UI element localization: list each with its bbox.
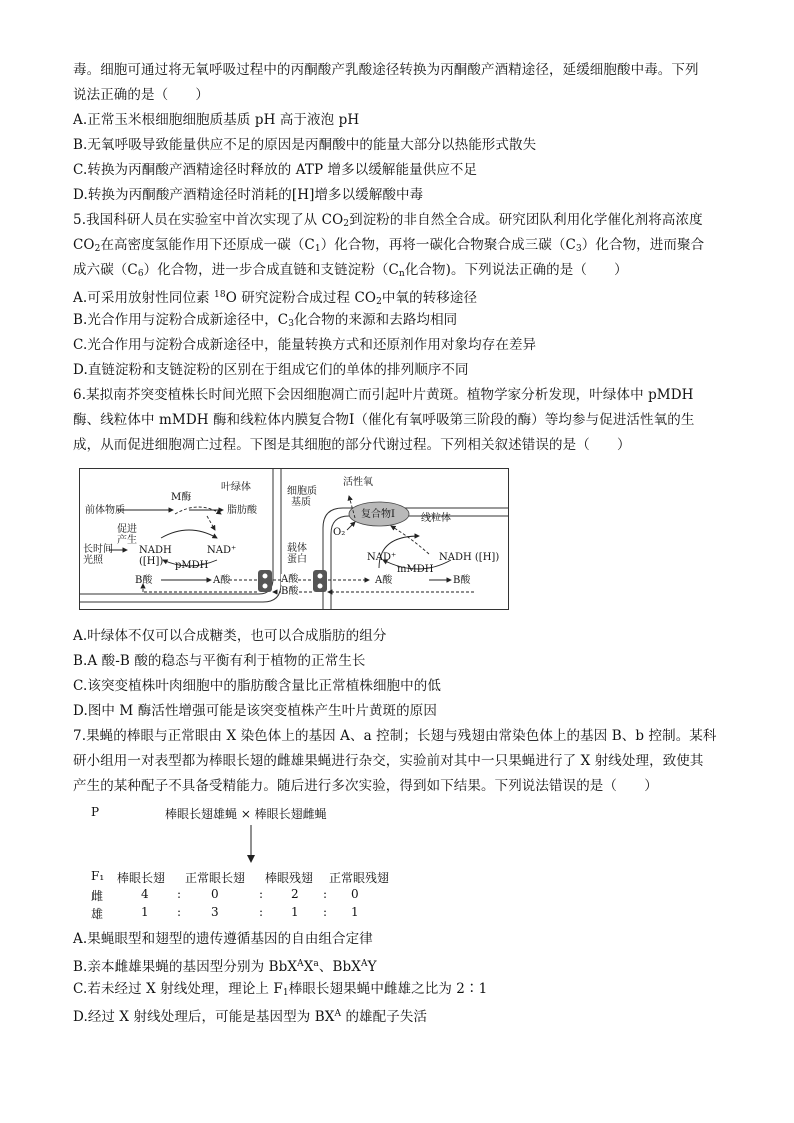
sep: :: [259, 887, 264, 901]
q7-option-a: A.果蝇眼型和翅型的遗传遵循基因的自由组合定律: [73, 931, 373, 947]
female-bar-long: 4: [141, 887, 149, 901]
q5-option-a: A.可采用放射性同位素 $^{18}$O 研究淀粉合成过程 $CO_2$中氧的转移途径: [73, 290, 478, 307]
q4-option-b: B.无氧呼吸导致能量供应不足的原因是丙酮酸中的能量大部分以热能形式散失: [73, 137, 537, 153]
label-nad-right: NAD⁺: [367, 552, 397, 563]
q7-option-d: D.经过 X 射线处理后，可能是基因型为 $BX^A$ 的雄配子失活: [73, 1009, 428, 1025]
male-normal-long: 3: [211, 905, 219, 919]
carrier-protein-left: [258, 570, 272, 592]
exam-page: [73, 58, 723, 1027]
sep: :: [323, 905, 328, 919]
label-h-left: ([H]): [139, 556, 164, 567]
label-cytoplasm-2: 基质: [291, 497, 311, 508]
q6-stem-line-1: 6.某拟南芥突变植株长时间光照下会因细胞凋亡而引起叶片黄斑。植物学家分析发现，叶绿体中 pMDH: [73, 387, 694, 403]
q6-stem-line-2: 酶、线粒体中 mMDH 酶和线粒体内膜复合物Ⅰ（催化有氧呼吸第三阶段的酶）等均参与促进活性氧的生: [73, 412, 695, 428]
label-b-acid-right: B酸: [453, 575, 471, 586]
carrier-protein-right: [313, 570, 327, 592]
label-a-acid-right: A酸: [375, 575, 393, 586]
male-normal-vestigial: 1: [351, 905, 359, 919]
q4-option-c: C.转换为丙酮酸产酒精途径时释放的 ATP 增多以缓解能量供应不足: [73, 162, 478, 178]
q6-option-d: D.图中 M 酶活性增强可能是该突变植株产生叶片黄斑的原因: [73, 703, 437, 719]
label-ros: 活性氧: [343, 477, 373, 488]
q5-option-d: D.直链淀粉和支链淀粉的区别在于组成它们的单体的排列顺序不同: [73, 362, 469, 378]
male-bar-long: 1: [141, 905, 149, 919]
label-nad-left: NAD⁺: [207, 545, 237, 556]
q5-option-c: C.光合作用与淀粉合成新途径中，能量转换方式和还原剂作用对象均存在差异: [73, 337, 537, 353]
label-produce: 产生: [117, 535, 137, 546]
q7-stem-line-1: 7.果蝇的棒眼与正常眼由 X 染色体上的基因 A、a 控制；长翅与残翅由常染色体上的基因 B、b 控制。某科: [73, 728, 717, 744]
sep: :: [177, 905, 182, 919]
label-cytoplasm-1: 细胞质: [287, 486, 317, 497]
q4-stem-line-2: 说法正确的是（ ）: [73, 87, 209, 103]
label-a-acid-mid: A酸: [281, 574, 299, 585]
label-b-acid-mid: B酸: [281, 586, 299, 597]
parent-cross: 棒眼长翅雄蝇 × 棒眼长翅雌蝇: [165, 807, 327, 821]
label-nadh-right: NADH ([H]): [439, 552, 500, 563]
q7-stem-line-2: 研小组用一对表型都为棒眼长翅的雌雄果蝇进行杂交，实验前对其中一只果蝇进行了 X 射线处理，致使其: [73, 753, 704, 769]
sep: :: [323, 887, 328, 901]
label-carrier-2: 蛋白: [287, 554, 307, 565]
q5-option-b: B.光合作用与淀粉合成新途径中，$C_3$化合物的来源和去路均相同: [73, 312, 458, 329]
q4-option-d: D.转换为丙酮酸产酒精途径时消耗的[H]增多以缓解酸中毒: [73, 187, 424, 203]
header-normal-long: 正常眼长翅: [185, 871, 246, 885]
label-pmdh: pMDH: [175, 560, 209, 571]
label-promote: 促进: [117, 524, 137, 535]
label-carrier-1: 载体: [287, 543, 307, 554]
sep: :: [177, 887, 182, 901]
male-bar-vestigial: 1: [291, 905, 299, 919]
cross-arrow: [91, 801, 411, 921]
label-long-light-1: 长时间: [83, 544, 113, 555]
q6-option-c: C.该突变植株叶肉细胞中的脂肪酸含量比正常植株细胞中的低: [73, 678, 441, 694]
label-male: 雄: [91, 907, 104, 921]
label-mitochondria: 线粒体: [421, 513, 451, 524]
label-nadh-left: NADH: [139, 545, 172, 556]
label-precursor: 前体物质: [85, 505, 125, 516]
label-fatty-acid: 脂肪酸: [227, 505, 257, 516]
q7-option-b: B.亲本雌雄果蝇的基因型分别为 $BbX^AX^a$、BbX$^A$Y: [73, 959, 377, 975]
q5-stem-line-1: 5.我国科研人员在实验室中首次实现了从 $CO_2$到淀粉的非自然全合成。研究团队利用化学催化剂将高浓度: [73, 212, 703, 229]
label-mmdh: mMDH: [397, 564, 434, 575]
female-normal-long: 0: [211, 887, 219, 901]
q7-option-c: C.若未经过 X 射线处理，理论上 $F_1$棒眼长翅果蝇中雌雄之比为 2∶1: [73, 981, 488, 998]
q5-stem-line-3: 成六碳$(C_6)$化合物，进一步合成直链和支链淀粉（$C_n$化合物)。下列说法正确的是（ ）: [73, 262, 628, 279]
label-long-light-2: 光照: [83, 555, 103, 566]
label-a-acid-left: A酸: [213, 575, 231, 586]
label-b-acid-left: B酸: [135, 575, 153, 586]
female-bar-vestigial: 2: [291, 887, 299, 901]
sep: :: [259, 905, 264, 919]
cross-result-table: [91, 801, 411, 921]
q7-stem-line-3: 产生的某种配子不具备受精能力。随后进行多次实验，得到如下结果。下列说法错误的是（ ）: [73, 778, 658, 794]
q5-stem-line-2: $CO_2$在高密度氢能作用下还原成一碳$(C_1)$化合物，再将一碳化合物聚合成三碳$(C_3)$化合物，进而聚合: [73, 237, 705, 254]
q6-option-b: B.A 酸-B 酸的稳态与平衡有利于植物的正常生长: [73, 653, 366, 669]
q4-option-a: A.正常玉米根细胞细胞质基质 pH 高于液泡 pH: [73, 112, 360, 128]
label-female: 雌: [91, 889, 104, 903]
header-normal-vestigial: 正常眼残翅: [329, 871, 390, 885]
metabolism-diagram: [79, 468, 509, 610]
label-f1: F₁: [91, 869, 105, 883]
q4-stem-line-1: 毒。细胞可通过将无氧呼吸过程中的丙酮酸产乳酸途径转换为丙酮酸产酒精途径，延缓细胞酸中毒。下列: [73, 62, 699, 78]
label-o2: O₂: [333, 527, 346, 538]
label-chloroplast: 叶绿体: [221, 482, 251, 493]
q6-stem-line-3: 成，从而促进细胞凋亡过程。下图是其细胞的部分代谢过程。下列相关叙述错误的是（ ）: [73, 437, 631, 453]
label-p: P: [91, 805, 100, 819]
label-m-enzyme: M酶: [171, 492, 192, 503]
female-normal-vestigial: 0: [351, 887, 359, 901]
header-bar-long: 棒眼长翅: [117, 871, 166, 885]
label-complex-one: 复合物Ⅰ: [361, 509, 395, 520]
header-bar-vestigial: 棒眼残翅: [265, 871, 314, 885]
q6-option-a: A.叶绿体不仅可以合成糖类，也可以合成脂肪的组分: [73, 628, 387, 644]
